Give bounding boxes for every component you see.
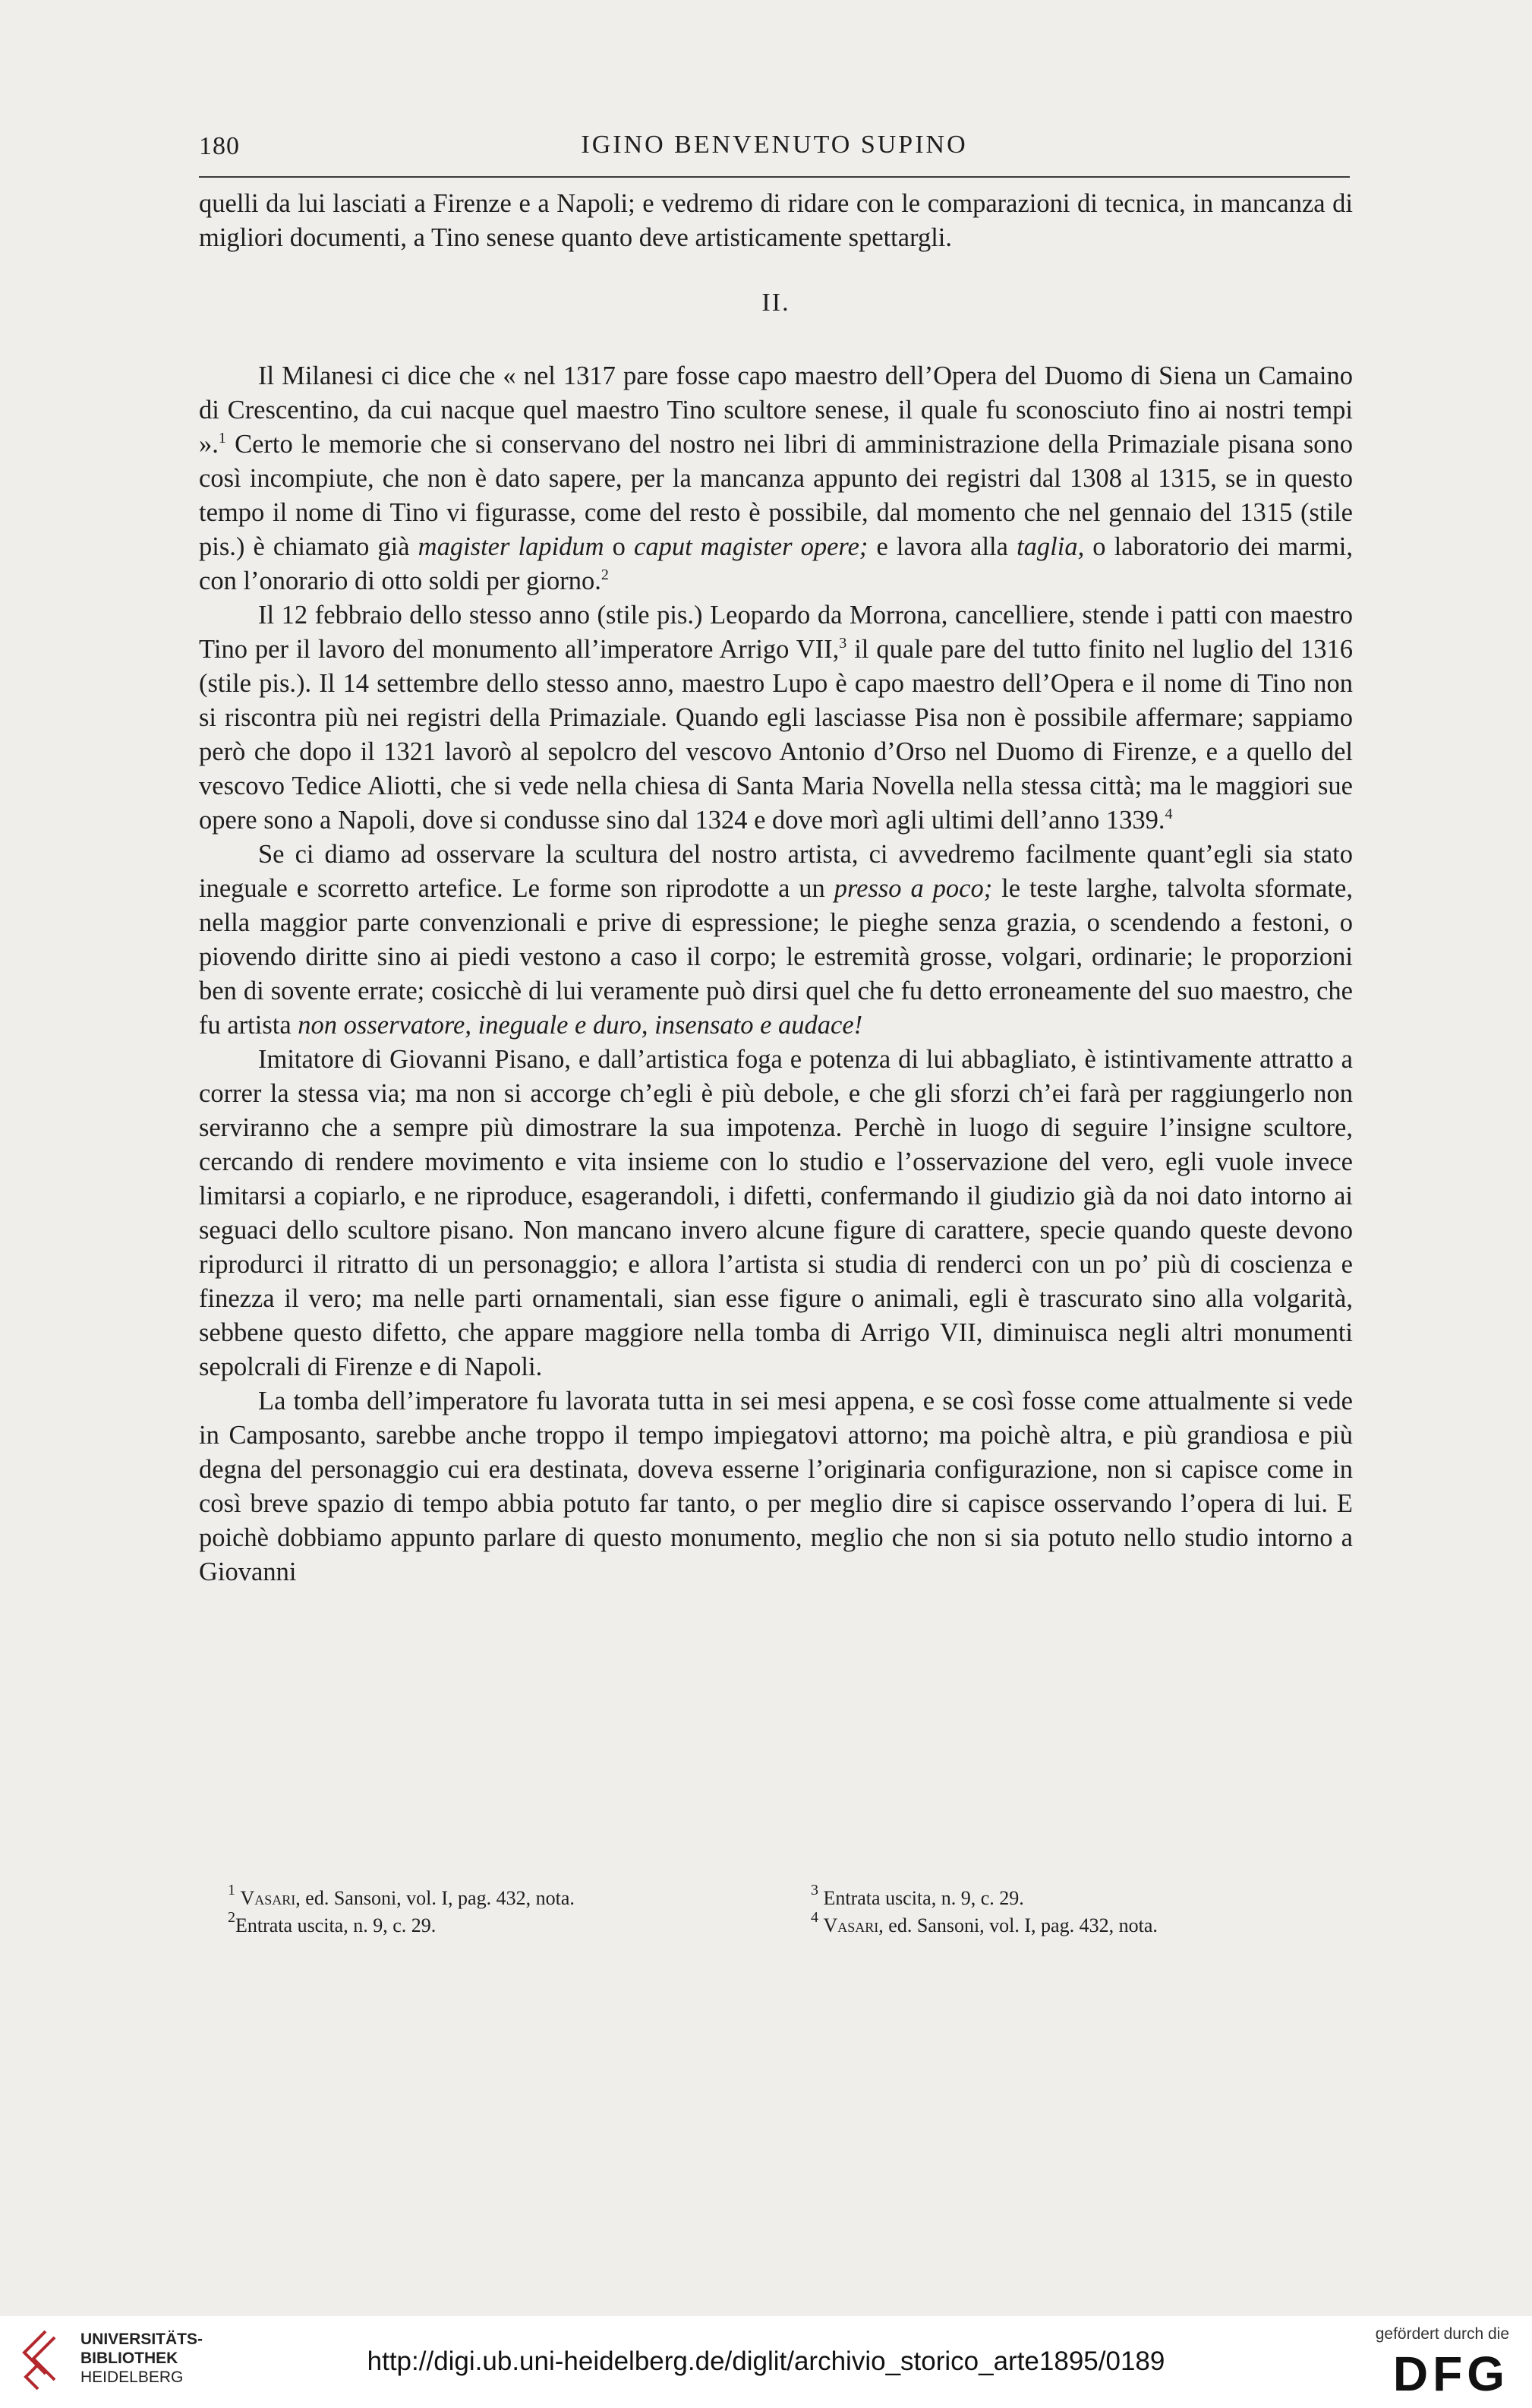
footnote-1 [228, 1882, 759, 1912]
library-name-line: UNIVERSITÄTS- [80, 2331, 203, 2348]
footnote-mark: 1 [228, 1882, 235, 1898]
header-rule [199, 176, 1350, 178]
footnote-mark: 2 [228, 1909, 235, 1926]
italic-term: magister lapidum [418, 532, 604, 561]
footnote-4 [811, 1909, 1342, 1939]
paragraph-4: Imitatore di Giovanni Pisano, e dall’artistica foga e potenza di lui abbagliato, è istintivamente attratto a correr la stessa via; ma non si accorge ch’egli è più debole, e che gli sforzi ch’ei farà per raggiungerlo non serviranno che a sempre più dimostrare la sua impotenza. Perchè in luogo di seguire l’insigne scultore, cercando di rendere movimento e vita insieme con lo studio e l’osservazione del vero, egli vuole invece limitarsi a copiarlo, e ne riproduce, esagerandoli, i difetti, confermando il giudizio già da noi dato intorno ai seguaci dello scultore pisano. Non mancano invero alcune figure di carattere, specie quando queste devono riprodurci il ritratto di un personaggio; e allora l’artista si studia di renderci con un po’ più di coscienza e finezza il vero; ma nelle parti ornamentali, sian esse figure o animali, egli è trascurato sino alla volgarità, sebbene questo difetto, che appare maggiore nella tomba di Arrigo VII, diminuisca negli altri monumenti sepolcrali di Firenze e di Napoli. [199, 1045, 1353, 1381]
paragraph-2 [199, 598, 1353, 838]
running-title: IGINO BENVENUTO SUPINO [581, 131, 968, 159]
footnote-2 [228, 1909, 759, 1939]
text-run: Certo le memorie che si conservano del nostro nei libri di amministrazione della Primaziale pisana sono così incompiute, che non è dato sapere, per la mancanza appunto dei registri dal 1308 al 1315, se in questo tempo il nome di Tino vi figurasse, come del resto è possibile, dal momento che nel gennaio del 1315 (stile pis.) è chiamato già [199, 430, 1353, 561]
page-number: 180 [199, 132, 240, 160]
library-name-line: HEIDELBERG [80, 2369, 184, 2386]
text-run: o [604, 532, 635, 561]
source-url-link[interactable]: http://digi.ub.uni-heidelberg.de/diglit/archivio_storico_arte1895/0189 [367, 2346, 1165, 2376]
italic-term: taglia, [1017, 532, 1085, 561]
footnote-text: Entrata uscita, n. 9, c. 29. [235, 1914, 437, 1936]
footnotes-right-column [811, 1882, 1342, 1939]
footnote-text: , ed. Sansoni, vol. I, pag. 432, nota. [878, 1914, 1158, 1936]
footnote-text: Entrata uscita, n. 9, c. 29. [823, 1887, 1024, 1909]
footnote-mark: 4 [811, 1909, 818, 1926]
footnote-ref-1[interactable]: 1 [218, 430, 226, 447]
paragraph-3 [199, 838, 1353, 1043]
footnote-text: , ed. Sansoni, vol. I, pag. 432, nota. [295, 1887, 575, 1909]
footnote-author: Vasari [240, 1887, 296, 1909]
footnote-author: Vasari [823, 1914, 879, 1936]
footnote-mark: 3 [811, 1882, 818, 1898]
text-run: o laboratorio dei marmi, con l’onorario di otto soldi per giorno. [199, 532, 1354, 595]
text-run: il quale pare del tutto finito nel luglio del 1316 (stile pis.). Il 14 settembre dello stesso anno, maestro Lupo è capo maestro dell’Opera e il nome di Tino non si riscontra più nei registri della Primaziale. Quando egli lasciasse Pisa non è possibile affermare; sappiamo però che dopo il 1321 lavorò al sepolcro del vescovo Antonio d’Orso nel Duomo di Firenze, e a quello del vescovo Tedice Aliotti, che si vede nella chiesa di Santa Maria Novella nella stessa città; ma le maggiori sue opere sono a Napoli, dove si condusse sino dal 1324 e dove morì agli ultimi dell’anno 1339. [199, 635, 1353, 835]
footnote-3 [811, 1882, 1342, 1912]
text-run: e lavora alla [868, 532, 1017, 561]
text-run: Il 12 febbraio dello stesso anno (stile pis.) Leopardo da Morrona, cancelliere, stende i patti con maestro Tino per il lavoro del monumento all’imperatore Arrigo VII, [199, 601, 1353, 664]
footnote-ref-3[interactable]: 3 [839, 635, 847, 652]
intro-paragraph: quelli da lui lasciati a Firenze e a Napoli; e vedremo di ridare con le comparazioni di tecnica, in mancanza di migliori documenti, a Tino senese quanto deve artisticamente spettargli. [199, 189, 1353, 252]
footnotes-left-column [228, 1882, 759, 1939]
section-heading: II. [761, 289, 790, 317]
italic-term: caput magister opere; [634, 532, 868, 561]
body-text [199, 187, 1353, 1589]
paragraph-1 [199, 359, 1353, 598]
dfg-logo: DFG [1392, 2346, 1509, 2401]
italic-term: presso a poco; [834, 874, 993, 903]
footnote-ref-2[interactable]: 2 [601, 566, 609, 583]
italic-quote: non osservatore, ineguale e duro, insensato e audace! [298, 1011, 863, 1040]
paragraph-5: La tomba dell’imperatore fu lavorata tutta in sei mesi appena, e se così fosse come attualmente si vede in Camposanto, sarebbe anche troppo il tempo impiegatovi attorno; ma poichè altra, e più grandiosa e più degna del personaggio cui era destinata, doveva esserne l’originaria configurazione, non si capisce come in così breve spazio di tempo abbia potuto far tanto, o per meglio dire si capisce osservando l’opera di lui. E poichè dobbiamo appunto parlare di questo monumento, meglio che non si sia potuto nello studio intorno a Giovanni [199, 1387, 1353, 1586]
funding-label: gefördert durch die [1375, 2325, 1509, 2343]
text-run: Se ci diamo ad osservare la scultura del nostro artista, ci avvedremo facilmente quant’egli sia stato ineguale e scorretto artefice. Le forme son riprodotte a un [199, 840, 1353, 903]
footnote-ref-4[interactable]: 4 [1165, 806, 1173, 822]
text-run: Il Milanesi ci dice che « nel 1317 pare fosse capo maestro dell’Opera del Duomo di Siena un Camaino di Crescentino, da cui nacque quel maestro Tino scultore senese, il quale fu sconosciuto fino ai nostri tempi ». [199, 361, 1353, 459]
text-run: le teste larghe, talvolta sformate, nella maggior parte convenzionali e prive di espressione; le pieghe senza grazia, o scendendo a festoni, o piovendo diritte sino ai piedi vestono a caso il corpo; le estremità grosse, volgari, ordinarie; le proporzioni ben di sovente errate; cosicchè di lui veramente può dirsi quel che fu detto erroneamente del suo maestro, che fu artista [199, 874, 1353, 1040]
library-name-line: BIBLIOTHEK [80, 2350, 178, 2367]
